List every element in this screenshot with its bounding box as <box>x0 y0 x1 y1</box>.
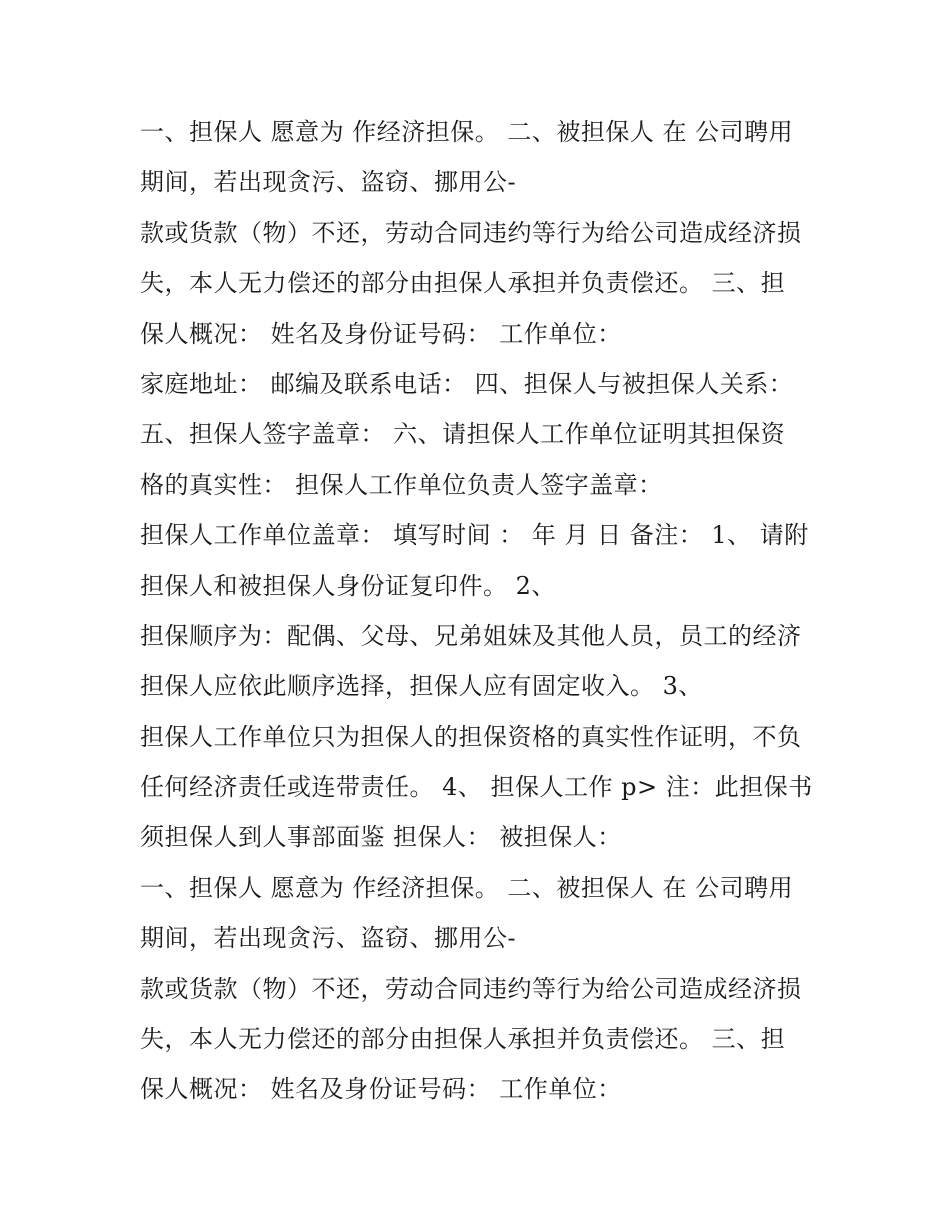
text-line: 失，本人无力偿还的部分由担保人承担并负责偿还。 三、担 <box>140 269 786 298</box>
text-line: 担保人工作单位盖章： 填写时间 ： 年 月 日 备注： 1、 请附 <box>140 521 809 550</box>
text-line: 一、担保人 愿意为 作经济担保。 二、被担保人 在 公司聘用 <box>140 118 794 146</box>
document-body <box>140 107 820 1115</box>
text-line: 期间，若出现贪污、盗窃、挪用公- <box>140 168 517 197</box>
text-line: 保人概况： 姓名及身份证号码： 工作单位： <box>140 1075 622 1104</box>
text-line: 五、担保人签字盖章： 六、请担保人工作单位证明其担保资 <box>140 420 786 449</box>
text-line: 期间，若出现贪污、盗窃、挪用公- <box>140 924 517 953</box>
text-line: 款或货款（物）不还，劳动合同违约等行为给公司造成经济损 <box>140 218 802 247</box>
text-line: 担保人应依此顺序选择，担保人应有固定收入。 3、 <box>140 672 703 701</box>
text-line: 担保顺序为：配偶、父母、兄弟姐妹及其他人员，员工的经济 <box>140 621 802 650</box>
text-line: 失，本人无力偿还的部分由担保人承担并负责偿还。 三、担 <box>140 1025 786 1054</box>
text-line: 任何经济责任或连带责任。 4、 担保人工作 p> 注：此担保书 <box>140 773 813 802</box>
text-line: 须担保人到人事部面鉴 担保人： 被担保人： <box>140 823 622 852</box>
text-line: 保人概况： 姓名及身份证号码： 工作单位： <box>140 319 622 348</box>
text-line: 一、担保人 愿意为 作经济担保。 二、被担保人 在 公司聘用 <box>140 873 794 902</box>
text-line: 款或货款（物）不还，劳动合同违约等行为给公司造成经济损 <box>140 974 802 1003</box>
text-line: 担保人和被担保人身份证复印件。 2、 <box>140 571 556 600</box>
text-line: 格的真实性： 担保人工作单位负责人签字盖章： <box>140 470 663 499</box>
text-line: 担保人工作单位只为担保人的担保资格的真实性作证明，不负 <box>140 722 802 751</box>
text-line: 家庭地址： 邮编及联系电话： 四、担保人与被担保人关系： <box>140 369 794 398</box>
